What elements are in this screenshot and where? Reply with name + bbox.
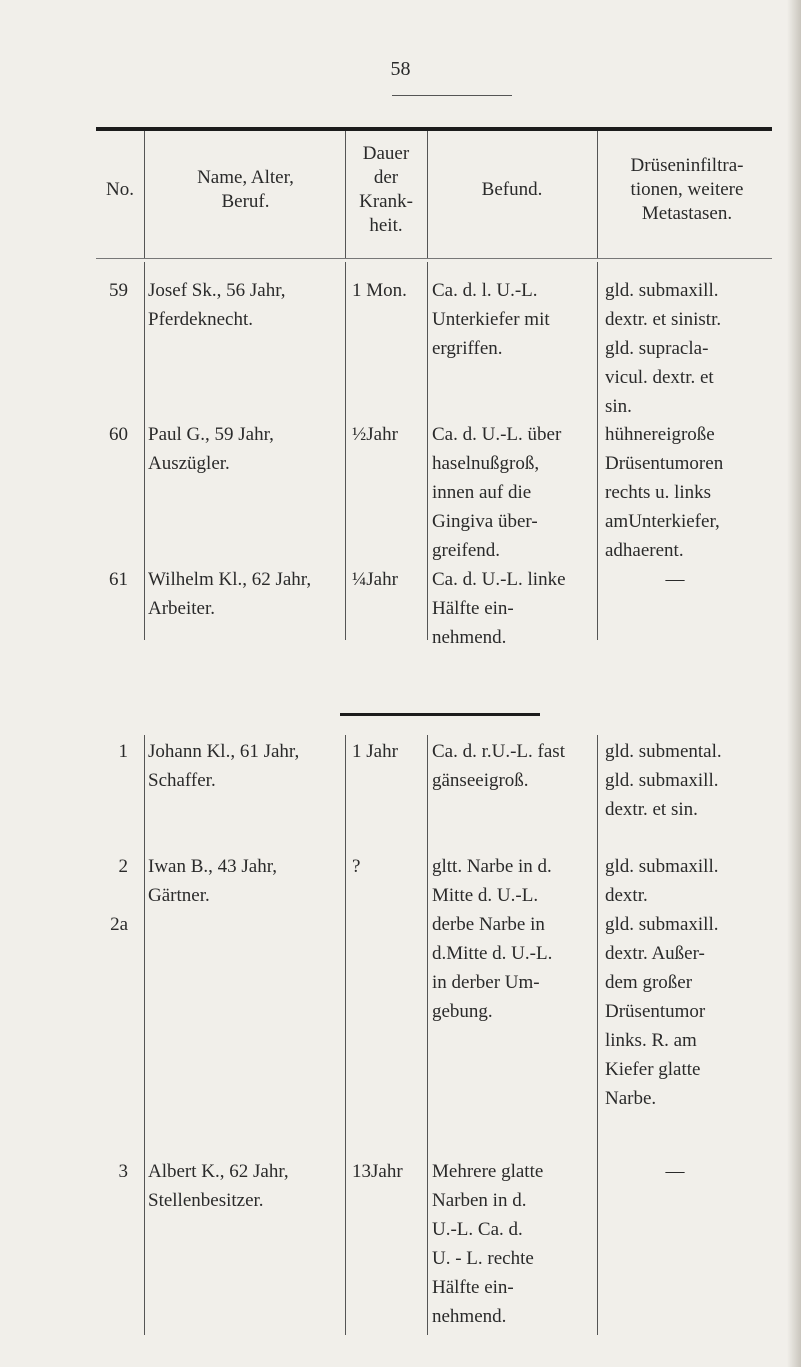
row-number: 61 bbox=[109, 569, 128, 590]
glands: — bbox=[665, 569, 685, 590]
header-bottom-rule bbox=[96, 258, 772, 259]
column-divider bbox=[597, 735, 598, 1335]
page-edge-shadow bbox=[787, 0, 801, 1367]
glands: gld. submental. gld. submaxill. dextr. et sin. bbox=[605, 741, 722, 820]
row-number: 60 bbox=[109, 424, 128, 445]
finding: Ca. d. r.U.-L. fast gänseeigroß. bbox=[432, 741, 565, 791]
patient-name: Josef Sk., 56 Jahr, Pferdeknecht. bbox=[148, 280, 286, 330]
patient-name: Johann Kl., 61 Jahr, Schaffer. bbox=[148, 741, 300, 791]
section-separator bbox=[340, 713, 540, 716]
header-glands: Drüseninfiltra- tionen, weitere Metastasen. bbox=[630, 155, 744, 224]
column-divider bbox=[597, 262, 598, 640]
column-divider bbox=[144, 735, 145, 1335]
glands: gld. submaxill. dextr. et sinistr. gld. supracla- vicul. dextr. et sin. bbox=[605, 280, 722, 417]
duration: 1 Mon. bbox=[352, 280, 407, 301]
patient-name: Paul G., 59 Jahr, Auszügler. bbox=[148, 424, 274, 474]
duration: ¼Jahr bbox=[352, 569, 398, 590]
column-divider bbox=[345, 262, 346, 640]
row-number: 3 bbox=[118, 1161, 128, 1182]
page-number-rule bbox=[392, 95, 512, 96]
duration: ? bbox=[352, 856, 361, 877]
glands: gld. submaxill. dextr. Außer- dem großer Drüsentumor links. R. am Kiefer glatte Narbe. bbox=[605, 914, 719, 1109]
row-number: 59 bbox=[109, 280, 128, 301]
glands: — bbox=[665, 1161, 685, 1182]
column-divider bbox=[144, 262, 145, 640]
table-top-rule bbox=[96, 127, 772, 131]
header-finding: Befund. bbox=[481, 179, 543, 200]
column-divider bbox=[427, 735, 428, 1335]
header-divider bbox=[597, 131, 598, 258]
row-number: 2 bbox=[118, 856, 128, 877]
page-number: 58 bbox=[390, 58, 411, 80]
duration: 13Jahr bbox=[352, 1161, 403, 1182]
patient-name: Albert K., 62 Jahr, Stellenbesitzer. bbox=[148, 1161, 289, 1211]
patient-name: Wilhelm Kl., 62 Jahr, Arbeiter. bbox=[148, 569, 312, 619]
column-divider bbox=[345, 735, 346, 1335]
duration: ½Jahr bbox=[352, 424, 398, 445]
finding: Ca. d. U.-L. linke Hälfte ein- nehmend. bbox=[432, 569, 566, 648]
column-divider bbox=[427, 262, 428, 640]
patient-name: Iwan B., 43 Jahr, Gärtner. bbox=[148, 856, 278, 906]
finding: Mehrere glatte Narben in d. U.-L. Ca. d. U. - L. rechte Hälfte ein- nehmend. bbox=[432, 1161, 544, 1327]
finding: derbe Narbe in d.Mitte d. U.-L. in derber Um- gebung. bbox=[432, 914, 553, 1022]
row-number: 2a bbox=[110, 914, 128, 935]
header-no: No. bbox=[106, 179, 134, 200]
header-divider bbox=[345, 131, 346, 258]
glands: hühnereigroße Drüsentumoren rechts u. links amUnterkiefer, adhaerent. bbox=[605, 424, 724, 561]
finding: Ca. d. l. U.-L. Unterkiefer mit ergriffen. bbox=[432, 280, 550, 359]
header-divider bbox=[427, 131, 428, 258]
header-duration: Dauer der Krank- heit. bbox=[359, 143, 413, 236]
duration: 1 Jahr bbox=[352, 741, 398, 762]
header-name: Name, Alter, Beruf. bbox=[197, 167, 294, 212]
finding: Ca. d. U.-L. über haselnußgroß, innen auf die Gingiva über- greifend. bbox=[432, 424, 562, 561]
glands: gld. submaxill. dextr. bbox=[605, 856, 719, 906]
row-number: 1 bbox=[118, 741, 128, 762]
header-divider bbox=[144, 131, 145, 258]
finding: gltt. Narbe in d. Mitte d. U.-L. bbox=[432, 856, 552, 906]
